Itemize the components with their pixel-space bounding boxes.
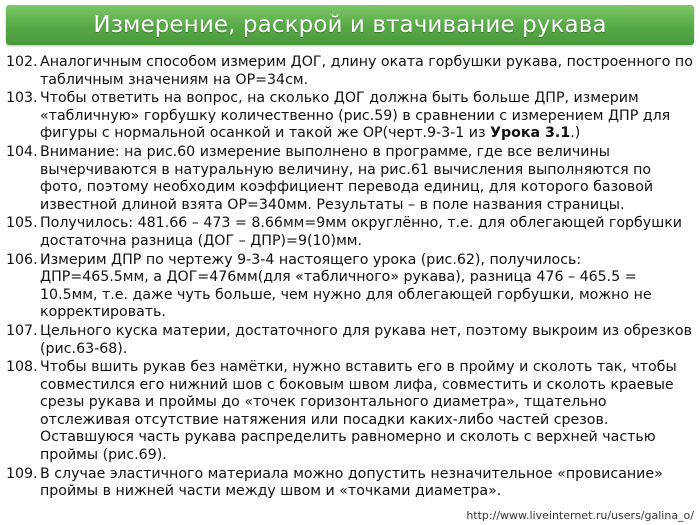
- document-body: [0, 54, 700, 502]
- source-watermark: http://www.liveinternet.ru/users/galina_o/: [466, 509, 694, 522]
- item-text: В случае эластичного материала можно допустить незначительное «провисание» проймы в нижней части между швом и «точками диаметра».: [40, 465, 663, 500]
- item-number: 109.: [6, 465, 38, 482]
- item-number: 107.: [6, 322, 38, 339]
- item-text-part: .): [570, 125, 581, 142]
- item-text: Измерим ДПР по чертежу 9-3-4 настоящего урока (рис.62), получилось: ДПР=465.5мм, а ДОГ=476мм(для «табличного» рукава), разница 476 – 465.5 = 10.5мм, т.е. даже чуть больше, чем нужно для облегающей горбушки, можно не корректировать.: [40, 251, 652, 321]
- item-number: 104.: [6, 143, 38, 160]
- lesson-link-text: Урока 3.1: [490, 125, 571, 142]
- list-item-103: [0, 90, 700, 143]
- list-item-108: [0, 359, 700, 465]
- item-text-part: Чтобы ответить на вопрос, на сколько ДОГ должна быть больше ДПР, измерим «табличную» горбушку количественно (рис.59) в сравнении с измерением ДПР для фигуры с нормальной осанкой и такой же ОР(черт.9-3-1 из: [40, 90, 671, 142]
- item-text: Внимание: на рис.60 измерение выполнено в программе, где все величины вычерчиваются в натуральную величину, на рис.61 вычисления выполняются по фото, поэтому необходим коэффициент перевода единиц, для которого базовой известной длиной взята ОР=340мм. Результаты – в поле названия страницы.: [40, 143, 654, 213]
- list-item-104: [0, 144, 700, 214]
- list-item-105: [0, 215, 700, 250]
- item-number: 105.: [6, 215, 38, 232]
- item-number: 106.: [6, 251, 38, 268]
- list-item-109: [0, 466, 700, 501]
- page-title: Измерение, раскрой и втачивание рукава: [93, 12, 607, 38]
- title-bar: [6, 5, 694, 45]
- item-text: Получилось: 481.66 – 473 = 8.66мм=9мм округлённо, т.е. для облегающей горбушки достаточна разница (ДОГ – ДПР)=9(10)мм.: [40, 215, 682, 249]
- item-text: Аналогичным способом измерим ДОГ, длину оката горбушки рукава, построенного по табличным значениям на ОР=34см.: [40, 54, 693, 88]
- item-text: [40, 90, 700, 143]
- list-item-106: [0, 252, 700, 322]
- item-number: 103.: [6, 90, 38, 107]
- item-number: 108.: [6, 359, 38, 376]
- item-number: 102.: [6, 54, 38, 70]
- list-item-107: [0, 323, 700, 358]
- item-text: Цельного куска материи, достаточного для рукава нет, поэтому выкроим из обрезков (рис.63-68).: [40, 322, 692, 357]
- list-item-102: [0, 54, 700, 89]
- item-text: Чтобы вшить рукав без намётки, нужно вставить его в пройму и сколоть так, чтобы совместился его нижний шов с боковым швом лифа, совместить и сколоть краевые срезы рукава и проймы до «точек горизонтального диаметра», тщательно отслеживая отсутствие натяжения или посадки каких-либо частей срезов. Оставшуюся часть рукава распределить равномерно и сколоть с верхней частью проймы (рис.69).: [40, 359, 677, 464]
